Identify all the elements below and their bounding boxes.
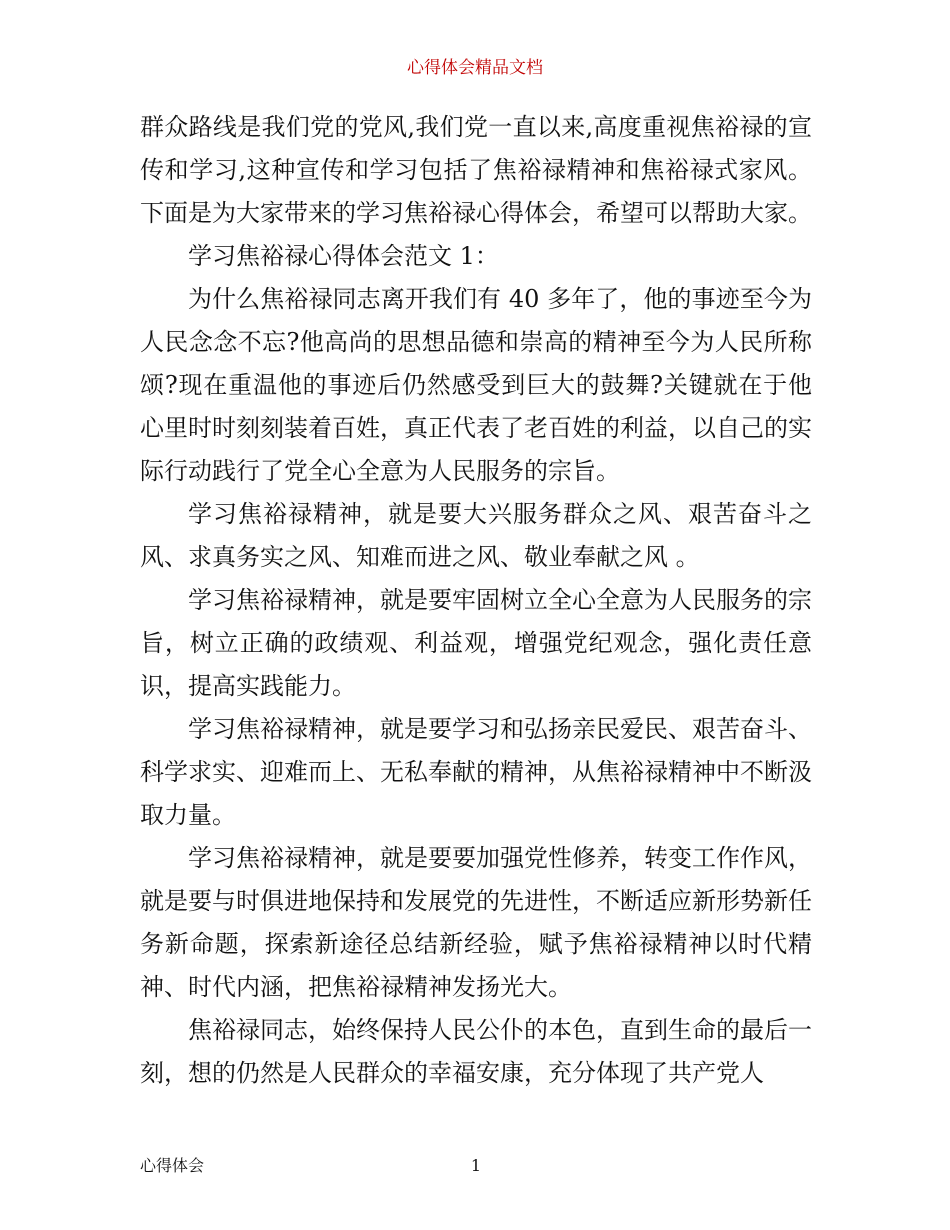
paragraph-body: 学习焦裕禄精神，就是要牢固树立全心全意为人民服务的宗旨，树立正确的政绩观、利益观，增强党纪观念，强化责任意识，提高实践能力。 — [140, 586, 812, 700]
paragraph-body: 学习焦裕禄精神，就是要学习和弘扬亲民爱民、艰苦奋斗、科学求实、迎难而上、无私奉献的精神，从焦裕禄精神中不断汲取力量。 — [140, 715, 812, 829]
page-header-title: 心得体会精品文档 — [407, 58, 543, 78]
paragraph-intro: 群众路线是我们党的党风,我们党一直以来,高度重视焦裕禄的宣传和学习,这种宣传和学习包括了焦裕禄精神和焦裕禄式家风。下面是为大家带来的学习焦裕禄心得体会，希望可以帮助大家。 — [140, 113, 812, 227]
document-body — [140, 106, 812, 1095]
paragraph-body: 学习焦裕禄精神，就是要大兴服务群众之风、艰苦奋斗之风、求真务实之风、知难而进之风、敬业奉献之风 。 — [140, 500, 812, 571]
paragraph-body: 为什么焦裕禄同志离开我们有 40 多年了，他的事迹至今为人民念念不忘?他高尚的思想品德和崇高的精神至今为人民所称颂?现在重温他的事迹后仍然感受到巨大的鼓舞?关键就在于他心里时时刻刻装着百姓，真正代表了老百姓的利益，以自己的实际行动践行了党全心全意为人民服务的宗旨。 — [140, 285, 812, 485]
paragraph-body: 焦裕禄同志，始终保持人民公仆的本色，直到生命的最后一刻，想的仍然是人民群众的幸福安康，充分体现了共产党人 — [140, 1016, 812, 1087]
paragraph-section-heading: 学习焦裕禄心得体会范文 1： — [188, 242, 499, 270]
paragraph-body: 学习焦裕禄精神，就是要要加强党性修养，转变工作作风，就是要与时俱进地保持和发展党的先进性，不断适应新形势新任务新命题，探索新途径总结新经验，赋予焦裕禄精神以时代精神、时代内涵，把焦裕禄精神发扬光大。 — [140, 844, 812, 1001]
page-number: 1 — [470, 1156, 482, 1175]
footer-label: 心得体会 — [140, 1156, 205, 1175]
